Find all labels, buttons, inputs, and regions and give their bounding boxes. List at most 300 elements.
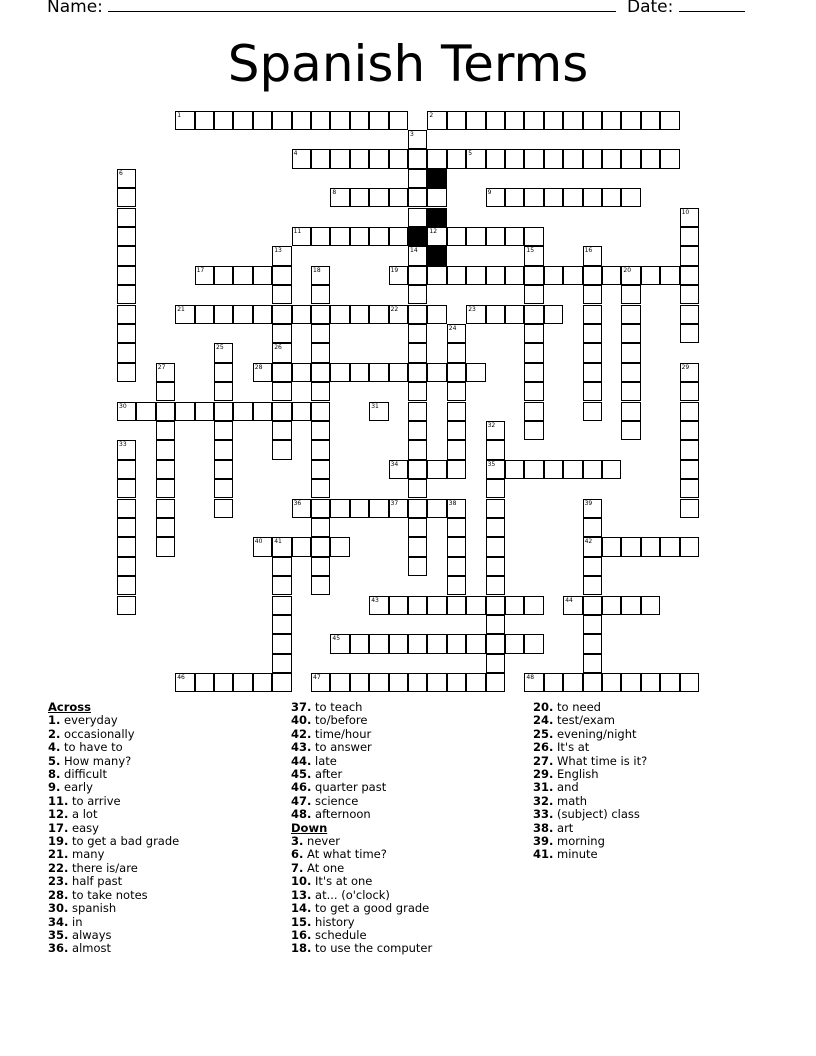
grid-cell[interactable] (524, 285, 543, 304)
grid-cell[interactable] (583, 324, 602, 343)
grid-cell[interactable] (233, 402, 252, 421)
grid-cell[interactable] (602, 537, 621, 556)
grid-cell[interactable] (117, 460, 136, 479)
grid-cell[interactable] (408, 518, 427, 537)
grid-cell[interactable] (272, 363, 291, 382)
grid-cell[interactable] (156, 363, 175, 382)
grid-cell[interactable] (253, 402, 272, 421)
grid-cell[interactable] (621, 188, 640, 207)
grid-cell[interactable] (680, 402, 699, 421)
grid-cell[interactable] (486, 596, 505, 615)
grid-cell[interactable] (583, 576, 602, 595)
grid-cell[interactable] (408, 421, 427, 440)
grid-cell[interactable] (408, 266, 427, 285)
grid-cell[interactable] (466, 111, 485, 130)
grid-cell[interactable] (583, 557, 602, 576)
grid-cell[interactable] (563, 460, 582, 479)
grid-cell[interactable] (641, 537, 660, 556)
grid-cell[interactable] (272, 382, 291, 401)
grid-cell[interactable] (253, 673, 272, 692)
grid-cell[interactable] (447, 227, 466, 246)
grid-cell[interactable] (524, 673, 543, 692)
grid-cell[interactable] (602, 149, 621, 168)
grid-cell[interactable] (524, 343, 543, 362)
grid-cell[interactable] (311, 460, 330, 479)
grid-cell[interactable] (680, 285, 699, 304)
grid-cell[interactable] (544, 460, 563, 479)
grid-cell[interactable] (292, 305, 311, 324)
grid-cell[interactable] (466, 596, 485, 615)
grid-cell[interactable] (117, 227, 136, 246)
grid-cell[interactable] (389, 305, 408, 324)
grid-cell[interactable] (583, 266, 602, 285)
grid-cell[interactable] (272, 440, 291, 459)
grid-cell[interactable] (253, 111, 272, 130)
grid-cell[interactable] (486, 654, 505, 673)
grid-cell[interactable] (408, 363, 427, 382)
grid-cell[interactable] (486, 673, 505, 692)
grid-cell[interactable] (621, 343, 640, 362)
grid-cell[interactable] (330, 227, 349, 246)
grid-cell[interactable] (427, 305, 446, 324)
grid-cell[interactable] (311, 576, 330, 595)
grid-cell[interactable] (117, 305, 136, 324)
grid-cell[interactable] (486, 537, 505, 556)
grid-cell[interactable] (408, 246, 427, 265)
grid-cell[interactable] (117, 169, 136, 188)
grid-cell[interactable] (253, 537, 272, 556)
grid-cell[interactable] (544, 149, 563, 168)
grid-cell[interactable] (408, 634, 427, 653)
grid-cell[interactable] (466, 149, 485, 168)
grid-cell[interactable] (117, 343, 136, 362)
grid-cell[interactable] (583, 537, 602, 556)
grid-cell[interactable] (447, 363, 466, 382)
grid-cell[interactable] (486, 557, 505, 576)
grid-cell[interactable] (272, 402, 291, 421)
grid-cell[interactable] (486, 634, 505, 653)
grid-cell[interactable] (117, 266, 136, 285)
grid-cell[interactable] (621, 402, 640, 421)
grid-cell[interactable] (447, 576, 466, 595)
grid-cell[interactable] (292, 402, 311, 421)
grid-cell[interactable] (447, 343, 466, 362)
grid-cell[interactable] (583, 246, 602, 265)
grid-cell[interactable] (311, 499, 330, 518)
grid-cell[interactable] (583, 615, 602, 634)
grid-cell[interactable] (583, 285, 602, 304)
grid-cell[interactable] (680, 305, 699, 324)
grid-cell[interactable] (621, 285, 640, 304)
grid-cell[interactable] (680, 537, 699, 556)
grid-cell[interactable] (660, 266, 679, 285)
grid-cell[interactable] (350, 305, 369, 324)
grid-cell[interactable] (311, 111, 330, 130)
grid-cell[interactable] (117, 402, 136, 421)
grid-cell[interactable] (583, 111, 602, 130)
grid-cell[interactable] (427, 266, 446, 285)
grid-cell[interactable] (641, 596, 660, 615)
grid-cell[interactable] (156, 440, 175, 459)
grid-cell[interactable] (369, 596, 388, 615)
grid-cell[interactable] (175, 111, 194, 130)
grid-cell[interactable] (447, 518, 466, 537)
grid-cell[interactable] (389, 634, 408, 653)
grid-cell[interactable] (311, 537, 330, 556)
grid-cell[interactable] (505, 266, 524, 285)
grid-cell[interactable] (369, 634, 388, 653)
grid-cell[interactable] (427, 634, 446, 653)
grid-cell[interactable] (602, 111, 621, 130)
grid-cell[interactable] (330, 499, 349, 518)
grid-cell[interactable] (369, 499, 388, 518)
grid-cell[interactable] (117, 576, 136, 595)
grid-cell[interactable] (563, 111, 582, 130)
grid-cell[interactable] (427, 188, 446, 207)
grid-cell[interactable] (369, 673, 388, 692)
grid-cell[interactable] (486, 440, 505, 459)
grid-cell[interactable] (524, 421, 543, 440)
grid-cell[interactable] (389, 499, 408, 518)
grid-cell[interactable] (680, 460, 699, 479)
grid-cell[interactable] (621, 421, 640, 440)
grid-cell[interactable] (641, 266, 660, 285)
grid-cell[interactable] (311, 479, 330, 498)
grid-cell[interactable] (214, 499, 233, 518)
grid-cell[interactable] (292, 227, 311, 246)
grid-cell[interactable] (156, 382, 175, 401)
grid-cell[interactable] (486, 421, 505, 440)
grid-cell[interactable] (408, 402, 427, 421)
grid-cell[interactable] (466, 266, 485, 285)
grid-cell[interactable] (680, 499, 699, 518)
grid-cell[interactable] (389, 460, 408, 479)
grid-cell[interactable] (505, 149, 524, 168)
grid-cell[interactable] (117, 208, 136, 227)
grid-cell[interactable] (292, 537, 311, 556)
grid-cell[interactable] (369, 188, 388, 207)
grid-cell[interactable] (427, 673, 446, 692)
grid-cell[interactable] (272, 654, 291, 673)
grid-cell[interactable] (272, 673, 291, 692)
grid-cell[interactable] (447, 596, 466, 615)
grid-cell[interactable] (583, 382, 602, 401)
grid-cell[interactable] (292, 363, 311, 382)
grid-cell[interactable] (389, 363, 408, 382)
grid-cell[interactable] (330, 634, 349, 653)
grid-cell[interactable] (466, 305, 485, 324)
grid-cell[interactable] (117, 537, 136, 556)
grid-cell[interactable] (583, 518, 602, 537)
grid-cell[interactable] (195, 305, 214, 324)
grid-cell[interactable] (486, 499, 505, 518)
grid-cell[interactable] (330, 149, 349, 168)
grid-cell[interactable] (311, 149, 330, 168)
grid-cell[interactable] (621, 111, 640, 130)
grid-cell[interactable] (117, 440, 136, 459)
grid-cell[interactable] (214, 402, 233, 421)
grid-cell[interactable] (408, 673, 427, 692)
grid-cell[interactable] (486, 266, 505, 285)
grid-cell[interactable] (486, 188, 505, 207)
grid-cell[interactable] (389, 266, 408, 285)
grid-cell[interactable] (621, 305, 640, 324)
grid-cell[interactable] (117, 285, 136, 304)
grid-cell[interactable] (602, 596, 621, 615)
grid-cell[interactable] (233, 266, 252, 285)
grid-cell[interactable] (660, 149, 679, 168)
grid-cell[interactable] (389, 227, 408, 246)
grid-cell[interactable] (214, 343, 233, 362)
grid-cell[interactable] (447, 402, 466, 421)
grid-cell[interactable] (486, 615, 505, 634)
grid-cell[interactable] (389, 596, 408, 615)
grid-cell[interactable] (447, 149, 466, 168)
grid-cell[interactable] (311, 343, 330, 362)
grid-cell[interactable] (524, 111, 543, 130)
grid-cell[interactable] (486, 576, 505, 595)
grid-cell[interactable] (524, 188, 543, 207)
grid-cell[interactable] (272, 305, 291, 324)
grid-cell[interactable] (272, 111, 291, 130)
grid-cell[interactable] (680, 246, 699, 265)
grid-cell[interactable] (583, 188, 602, 207)
grid-cell[interactable] (524, 460, 543, 479)
grid-cell[interactable] (447, 440, 466, 459)
grid-cell[interactable] (214, 673, 233, 692)
grid-cell[interactable] (524, 596, 543, 615)
grid-cell[interactable] (272, 285, 291, 304)
grid-cell[interactable] (524, 363, 543, 382)
grid-cell[interactable] (660, 537, 679, 556)
grid-cell[interactable] (272, 615, 291, 634)
grid-cell[interactable] (156, 479, 175, 498)
grid-cell[interactable] (427, 460, 446, 479)
grid-cell[interactable] (214, 421, 233, 440)
grid-cell[interactable] (369, 363, 388, 382)
grid-cell[interactable] (563, 266, 582, 285)
grid-cell[interactable] (311, 518, 330, 537)
grid-cell[interactable] (117, 479, 136, 498)
grid-cell[interactable] (272, 557, 291, 576)
grid-cell[interactable] (486, 227, 505, 246)
grid-cell[interactable] (524, 634, 543, 653)
grid-cell[interactable] (330, 111, 349, 130)
grid-cell[interactable] (466, 673, 485, 692)
grid-cell[interactable] (214, 479, 233, 498)
grid-cell[interactable] (621, 596, 640, 615)
grid-cell[interactable] (505, 188, 524, 207)
grid-cell[interactable] (408, 479, 427, 498)
grid-cell[interactable] (447, 634, 466, 653)
grid-cell[interactable] (680, 440, 699, 459)
grid-cell[interactable] (350, 111, 369, 130)
grid-cell[interactable] (660, 673, 679, 692)
grid-cell[interactable] (641, 149, 660, 168)
grid-cell[interactable] (680, 208, 699, 227)
grid-cell[interactable] (369, 111, 388, 130)
grid-cell[interactable] (524, 305, 543, 324)
grid-cell[interactable] (311, 673, 330, 692)
grid-cell[interactable] (583, 654, 602, 673)
grid-cell[interactable] (583, 363, 602, 382)
grid-cell[interactable] (524, 324, 543, 343)
grid-cell[interactable] (214, 266, 233, 285)
grid-cell[interactable] (350, 363, 369, 382)
grid-cell[interactable] (156, 499, 175, 518)
grid-cell[interactable] (175, 402, 194, 421)
grid-cell[interactable] (350, 188, 369, 207)
grid-cell[interactable] (292, 499, 311, 518)
grid-cell[interactable] (156, 402, 175, 421)
grid-cell[interactable] (117, 596, 136, 615)
grid-cell[interactable] (524, 227, 543, 246)
grid-cell[interactable] (156, 537, 175, 556)
grid-cell[interactable] (486, 305, 505, 324)
grid-cell[interactable] (505, 305, 524, 324)
grid-cell[interactable] (117, 518, 136, 537)
grid-cell[interactable] (583, 673, 602, 692)
grid-cell[interactable] (524, 246, 543, 265)
grid-cell[interactable] (389, 188, 408, 207)
grid-cell[interactable] (621, 673, 640, 692)
grid-cell[interactable] (311, 557, 330, 576)
grid-cell[interactable] (117, 188, 136, 207)
grid-cell[interactable] (680, 324, 699, 343)
grid-cell[interactable] (563, 149, 582, 168)
grid-cell[interactable] (505, 596, 524, 615)
grid-cell[interactable] (408, 208, 427, 227)
grid-cell[interactable] (602, 460, 621, 479)
grid-cell[interactable] (544, 111, 563, 130)
grid-cell[interactable] (408, 596, 427, 615)
grid-cell[interactable] (427, 596, 446, 615)
grid-cell[interactable] (680, 363, 699, 382)
grid-cell[interactable] (272, 537, 291, 556)
grid-cell[interactable] (408, 305, 427, 324)
grid-cell[interactable] (680, 421, 699, 440)
grid-cell[interactable] (136, 402, 155, 421)
grid-cell[interactable] (369, 305, 388, 324)
grid-cell[interactable] (505, 634, 524, 653)
grid-cell[interactable] (311, 402, 330, 421)
grid-cell[interactable] (117, 246, 136, 265)
grid-cell[interactable] (311, 324, 330, 343)
grid-cell[interactable] (524, 266, 543, 285)
grid-cell[interactable] (253, 266, 272, 285)
grid-cell[interactable] (369, 402, 388, 421)
grid-cell[interactable] (544, 266, 563, 285)
grid-cell[interactable] (195, 266, 214, 285)
grid-cell[interactable] (447, 673, 466, 692)
grid-cell[interactable] (447, 266, 466, 285)
grid-cell[interactable] (408, 130, 427, 149)
grid-cell[interactable] (680, 266, 699, 285)
grid-cell[interactable] (389, 673, 408, 692)
grid-cell[interactable] (195, 673, 214, 692)
grid-cell[interactable] (311, 382, 330, 401)
grid-cell[interactable] (621, 149, 640, 168)
grid-cell[interactable] (544, 188, 563, 207)
grid-cell[interactable] (563, 673, 582, 692)
grid-cell[interactable] (680, 479, 699, 498)
grid-cell[interactable] (641, 111, 660, 130)
grid-cell[interactable] (544, 673, 563, 692)
grid-cell[interactable] (466, 227, 485, 246)
grid-cell[interactable] (330, 537, 349, 556)
grid-cell[interactable] (447, 111, 466, 130)
grid-cell[interactable] (195, 111, 214, 130)
grid-cell[interactable] (330, 363, 349, 382)
grid-cell[interactable] (389, 149, 408, 168)
grid-cell[interactable] (427, 149, 446, 168)
grid-cell[interactable] (214, 111, 233, 130)
grid-cell[interactable] (408, 149, 427, 168)
grid-cell[interactable] (408, 285, 427, 304)
grid-cell[interactable] (214, 363, 233, 382)
grid-cell[interactable] (583, 596, 602, 615)
grid-cell[interactable] (486, 460, 505, 479)
grid-cell[interactable] (330, 673, 349, 692)
grid-cell[interactable] (117, 557, 136, 576)
grid-cell[interactable] (311, 266, 330, 285)
grid-cell[interactable] (524, 149, 543, 168)
grid-cell[interactable] (602, 673, 621, 692)
grid-cell[interactable] (563, 596, 582, 615)
grid-cell[interactable] (272, 596, 291, 615)
grid-cell[interactable] (408, 440, 427, 459)
grid-cell[interactable] (214, 440, 233, 459)
grid-cell[interactable] (195, 402, 214, 421)
grid-cell[interactable] (253, 363, 272, 382)
grid-cell[interactable] (272, 266, 291, 285)
grid-cell[interactable] (621, 324, 640, 343)
grid-cell[interactable] (369, 149, 388, 168)
grid-cell[interactable] (544, 305, 563, 324)
grid-cell[interactable] (156, 460, 175, 479)
grid-cell[interactable] (311, 305, 330, 324)
grid-cell[interactable] (427, 227, 446, 246)
grid-cell[interactable] (427, 499, 446, 518)
grid-cell[interactable] (486, 518, 505, 537)
grid-cell[interactable] (272, 343, 291, 362)
grid-cell[interactable] (175, 305, 194, 324)
grid-cell[interactable] (466, 363, 485, 382)
grid-cell[interactable] (505, 227, 524, 246)
grid-cell[interactable] (253, 305, 272, 324)
grid-cell[interactable] (175, 673, 194, 692)
grid-cell[interactable] (117, 363, 136, 382)
grid-cell[interactable] (292, 149, 311, 168)
grid-cell[interactable] (680, 673, 699, 692)
grid-cell[interactable] (447, 382, 466, 401)
grid-cell[interactable] (641, 673, 660, 692)
grid-cell[interactable] (447, 499, 466, 518)
grid-cell[interactable] (408, 499, 427, 518)
grid-cell[interactable] (583, 149, 602, 168)
grid-cell[interactable] (117, 324, 136, 343)
grid-cell[interactable] (447, 557, 466, 576)
grid-cell[interactable] (583, 634, 602, 653)
grid-cell[interactable] (350, 499, 369, 518)
grid-cell[interactable] (272, 421, 291, 440)
grid-cell[interactable] (117, 499, 136, 518)
grid-cell[interactable] (621, 382, 640, 401)
grid-cell[interactable] (272, 246, 291, 265)
grid-cell[interactable] (214, 305, 233, 324)
grid-cell[interactable] (369, 227, 388, 246)
grid-cell[interactable] (486, 111, 505, 130)
